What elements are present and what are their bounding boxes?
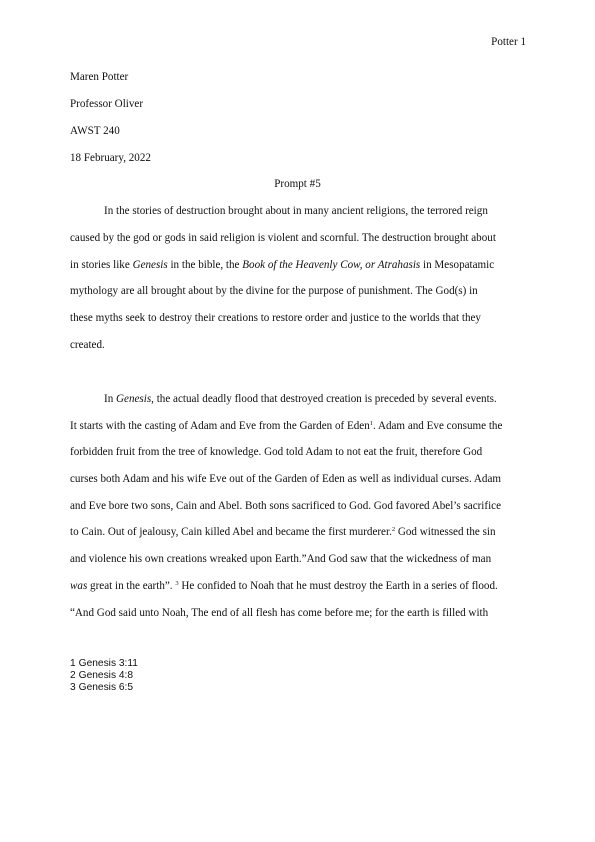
footnote-ref: 2 <box>391 526 396 534</box>
text-run: in Mesopatamic <box>420 258 495 271</box>
footnote <box>70 658 138 670</box>
document-title: Prompt #5 <box>274 178 321 190</box>
paragraph-line: and Eve bore two sons, Cain and Abel. Both sons sacrificed to God. God favored Abel’s sacrifice <box>70 499 502 512</box>
author-name: Maren Potter <box>70 71 129 83</box>
italic-title: Genesis <box>132 258 168 271</box>
footnote-number: 3 <box>70 682 76 694</box>
footnote-ref: 3 <box>175 579 179 587</box>
text-run: to Cain. Out of jealousy, Cain killed Abel and became the first murderer. <box>70 526 392 539</box>
paragraph-line: created. <box>70 338 105 351</box>
page-number-header: Potter 1 <box>491 36 526 48</box>
paragraph-line: caused by the god or gods in said religion is violent and scornful. The destruction brought about <box>70 231 496 244</box>
footnote <box>70 670 138 682</box>
text-run: in stories like <box>70 258 133 271</box>
paragraph-line: mythology are all brought about by the divine for the purpose of punishment. The God(s) in <box>70 285 478 298</box>
paragraph-line <box>70 258 528 285</box>
text-run: great in the earth”. <box>87 579 176 592</box>
footnote-text: Genesis 4:8 <box>78 670 134 682</box>
footnote-text: Genesis 3:11 <box>78 658 138 669</box>
text-run: It starts with the casting of Adam and Eve from the Garden of Eden <box>70 419 370 432</box>
paragraph-2 <box>70 392 528 632</box>
paragraph-line: and violence his own creations wreaked upon Earth.”And God saw that the wickedness of man <box>70 553 492 566</box>
date: 18 February, 2022 <box>70 152 151 164</box>
paragraph-line: In the stories of destruction brought about in many ancient religions, the terrored reign <box>104 205 488 217</box>
text-run: He confided to Noah that he must destroy the Earth in a series of flood. <box>178 579 498 592</box>
text-run: in the bible, the <box>167 258 243 271</box>
italic-word: was <box>70 579 88 592</box>
paragraph-line <box>70 525 528 552</box>
text-run: In <box>104 393 117 405</box>
text-run: God witnessed the sin <box>395 526 496 539</box>
footnote-text: Genesis 6:5 <box>78 682 134 694</box>
paragraph-line <box>70 392 528 419</box>
mla-heading <box>70 70 525 178</box>
paragraph-line: curses both Adam and his wife Eve out of the Garden of Eden as well as individual curses. Adam <box>70 473 502 486</box>
paragraph-line <box>70 579 528 606</box>
italic-title: Genesis <box>116 393 152 405</box>
footnote-number: 1 <box>70 658 76 669</box>
footnotes <box>70 658 138 695</box>
paragraph-line <box>70 419 528 446</box>
paragraph-1 <box>70 204 528 365</box>
text-run: , the actual deadly flood that destroyed creation is preceded by several events. <box>151 393 497 405</box>
paragraph-line: these myths seek to destroy their creations to restore order and justice to the worlds that they <box>70 312 481 325</box>
footnote-number: 2 <box>70 670 76 682</box>
italic-title: Book of the Heavenly Cow, or Atrahasis <box>242 258 421 271</box>
footnote-ref: 1 <box>369 419 374 427</box>
text-run: . Adam and Eve consume the <box>373 419 503 432</box>
paragraph-line: forbidden fruit from the tree of knowledge. God told Adam to not eat the fruit, therefore God <box>70 446 483 459</box>
paragraph-line: “And God said unto Noah, The end of all flesh has come before me; for the earth is filled with <box>70 606 489 619</box>
footnote <box>70 682 138 694</box>
course-name: AWST 240 <box>70 125 120 137</box>
instructor-name: Professor Oliver <box>70 98 144 110</box>
